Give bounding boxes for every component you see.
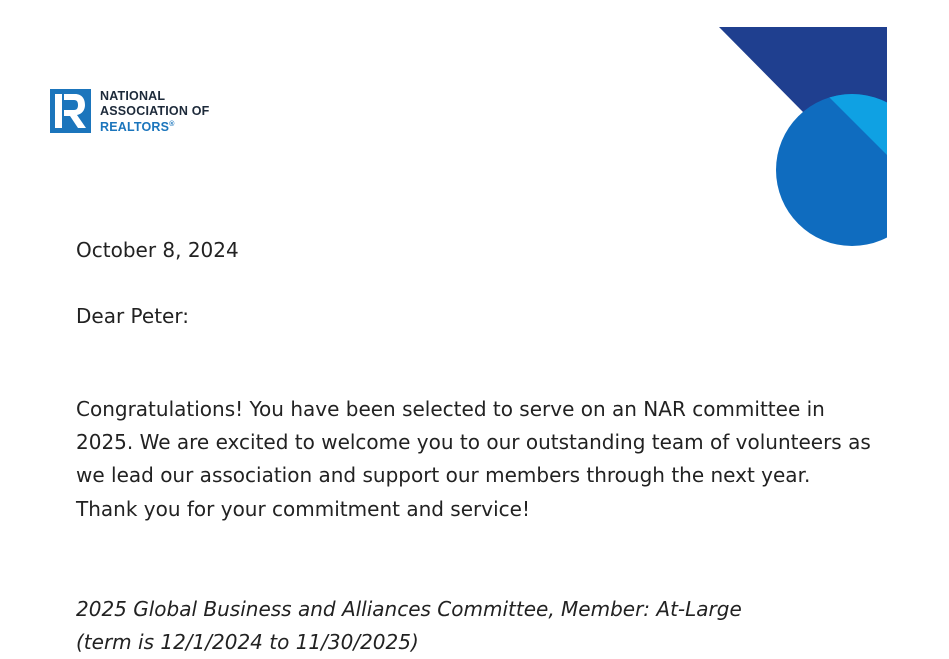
- logo-line-realtors: [100, 118, 210, 135]
- letter-salutation: Dear Peter:: [76, 304, 189, 328]
- realtor-r-logo-icon: [50, 89, 91, 133]
- letter-body-paragraph: Congratulations! You have been selected to serve on an NAR committee in 2025. We are excited to welcome you to our outstanding team of volunteers as we lead our association and support our members through the next year. Thank you for your commitment and service!: [76, 397, 871, 521]
- decorative-triangle-circle-graphic: [719, 27, 887, 251]
- logo-realtors-text: REALTORS: [100, 120, 170, 135]
- committee-name: 2025 Global Business and Alliances Committee, Member: At-Large: [76, 597, 742, 621]
- logo-wordmark: [100, 89, 210, 135]
- registered-mark: ®: [169, 121, 175, 128]
- committee-term: (term is 12/1/2024 to 11/30/2025): [76, 630, 419, 655]
- letter-date: October 8, 2024: [76, 238, 239, 262]
- logo-line-association: ASSOCIATION OF: [100, 103, 210, 118]
- nar-logo: [50, 89, 210, 135]
- committee-assignment: [76, 593, 876, 659]
- logo-line-national: NATIONAL: [100, 89, 166, 103]
